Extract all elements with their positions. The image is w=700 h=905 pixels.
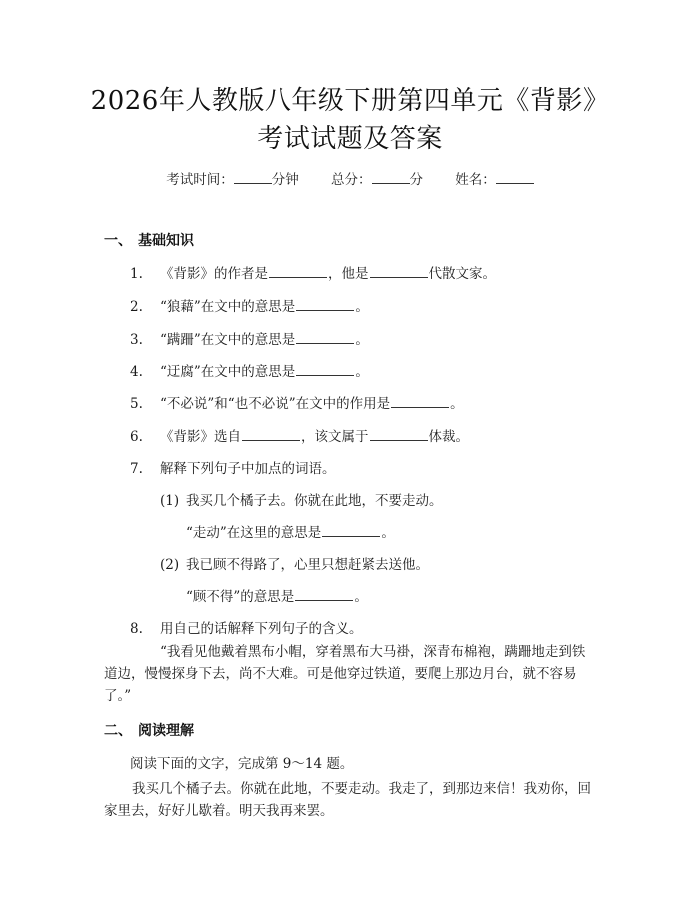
section-number: 一、 xyxy=(104,233,132,249)
question-6 xyxy=(130,425,469,445)
answer-blank xyxy=(296,331,354,344)
score-blank xyxy=(372,171,410,184)
quote-line: 了。” xyxy=(104,688,132,704)
question-number: 1. xyxy=(130,266,143,282)
section-number: 二、 xyxy=(104,723,132,739)
name-label: 姓名： xyxy=(455,172,496,188)
section-title: 基础知识 xyxy=(138,233,194,249)
name-field xyxy=(455,172,534,188)
question-text: “蹒跚”在文中的意思是 xyxy=(160,332,296,348)
quote-line: 道边，慢慢探身下去，尚不大难。可是他穿过铁道，要爬上那边月台，就不容易 xyxy=(104,666,577,682)
question-text: ，他是 xyxy=(328,266,369,282)
question-text: “狼藉”在文中的意思是 xyxy=(160,299,296,315)
answer-blank xyxy=(269,265,327,278)
time-label: 考试时间： xyxy=(166,172,234,188)
question-number: 3. xyxy=(130,332,143,348)
question-7-sub-2 xyxy=(186,585,368,605)
answer-blank xyxy=(370,428,428,441)
question-text: 。 xyxy=(355,299,369,315)
question-text: 用自己的话解释下列句子的含义。 xyxy=(160,621,363,637)
question-8-quote xyxy=(104,641,604,707)
time-field xyxy=(166,172,299,188)
question-number: 2. xyxy=(130,299,143,315)
section-title: 阅读理解 xyxy=(138,723,194,739)
passage-line: 家里去，好好儿歇着。明天我再来罢。 xyxy=(104,803,334,819)
sub-number: (2) xyxy=(160,557,180,573)
time-blank xyxy=(234,171,272,184)
reading-passage xyxy=(104,778,604,822)
answer-blank xyxy=(295,588,353,601)
question-text: 代散文家。 xyxy=(428,266,496,282)
section-heading-reading xyxy=(104,720,194,740)
score-field xyxy=(331,172,423,188)
question-7-sub-1 xyxy=(186,521,395,541)
question-2 xyxy=(130,295,369,315)
question-text: “顾不得”的意思是 xyxy=(186,589,295,605)
answer-blank xyxy=(296,363,354,376)
question-number: 5. xyxy=(130,396,143,412)
question-text: 。 xyxy=(450,396,464,412)
exam-info-line xyxy=(0,168,700,188)
question-text: 。 xyxy=(355,332,369,348)
score-label: 总分： xyxy=(331,172,372,188)
sub-number: (1) xyxy=(160,493,180,509)
question-8 xyxy=(130,617,363,637)
question-7-sentence-1 xyxy=(160,489,443,509)
question-text: 《背影》选自 xyxy=(160,429,241,445)
question-7-sentence-2 xyxy=(160,553,429,573)
question-text: 解释下列句子中加点的词语。 xyxy=(160,461,336,477)
question-text: ，该文属于 xyxy=(301,429,369,445)
score-unit: 分 xyxy=(409,172,423,188)
question-text: “迂腐”在文中的意思是 xyxy=(160,364,296,380)
exam-title-line1: 2026年人教版八年级下册第四单元《背影》 xyxy=(90,86,610,116)
question-text: “不必说”和“也不必说”在文中的作用是 xyxy=(160,396,391,412)
exam-title-line2: 考试试题及答案 xyxy=(257,124,443,154)
answer-blank xyxy=(322,524,380,537)
question-number: 7. xyxy=(130,461,143,477)
answer-blank xyxy=(370,265,428,278)
answer-blank xyxy=(391,395,449,408)
question-7 xyxy=(130,457,336,477)
name-blank xyxy=(496,171,534,184)
question-text: 。 xyxy=(381,525,395,541)
passage-line: 我买几个橘子去。你就在此地，不要走动。我走了，到那边来信！我劝你，回 xyxy=(132,781,591,797)
time-unit: 分钟 xyxy=(271,172,299,188)
sub-sentence: 我买几个橘子去。你就在此地，不要走动。 xyxy=(186,493,443,509)
section-heading-basics xyxy=(104,230,194,250)
answer-blank xyxy=(242,428,300,441)
question-3 xyxy=(130,328,369,348)
question-number: 8. xyxy=(130,621,143,637)
reading-instructions: 阅读下面的文字，完成第 9～14 题。 xyxy=(130,756,354,772)
question-5 xyxy=(130,392,464,412)
quote-line: “我看见他戴着黑布小帽，穿着黑布大马褂，深青布棉袍，蹒跚地走到铁 xyxy=(160,644,586,660)
question-number: 4. xyxy=(130,364,143,380)
question-text: “走动”在这里的意思是 xyxy=(186,525,322,541)
sub-sentence: 我已顾不得路了，心里只想赶紧去送他。 xyxy=(186,557,429,573)
question-text: 。 xyxy=(354,589,368,605)
question-1 xyxy=(130,262,496,282)
question-4 xyxy=(130,360,369,380)
answer-blank xyxy=(296,298,354,311)
question-text: 《背影》的作者是 xyxy=(160,266,268,282)
question-number: 6. xyxy=(130,429,143,445)
question-text: 体裁。 xyxy=(428,429,469,445)
question-text: 。 xyxy=(355,364,369,380)
